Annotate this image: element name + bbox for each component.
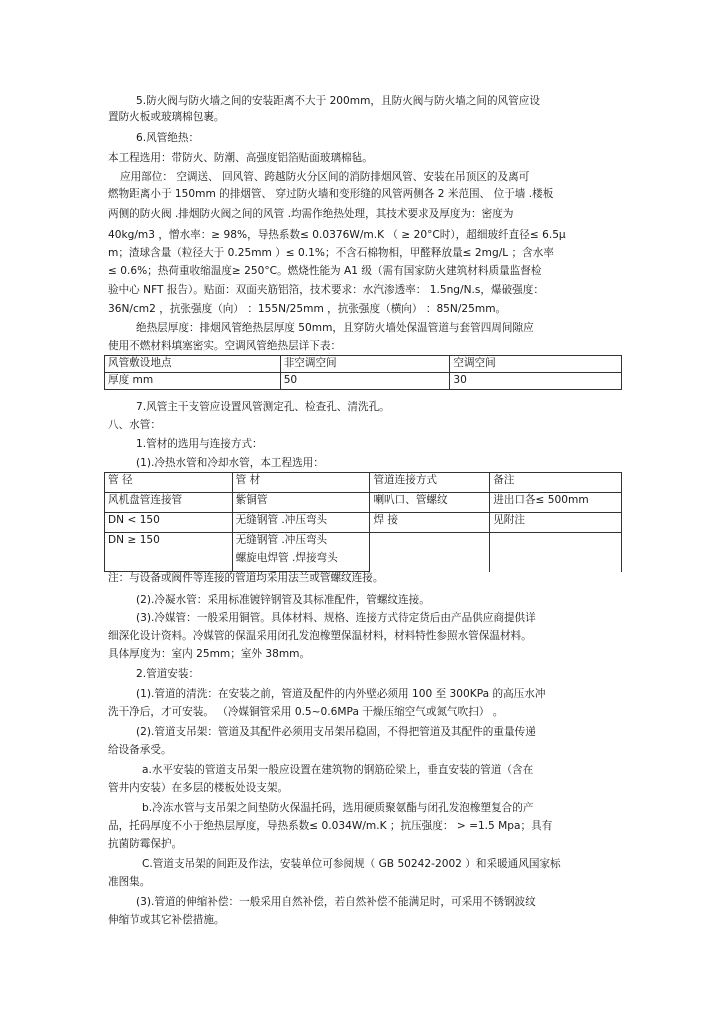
text-line: 燃物距离小于 150mm 的排烟管、 穿过防火墙和变形缝的风管两侧各 2 米范围、 位于墙 .楼板 xyxy=(108,188,554,200)
table-cell xyxy=(370,533,490,572)
pipe-material-table xyxy=(104,472,622,572)
table-cell-stacked xyxy=(232,533,370,572)
text-line: 5.防火阀与防火墙之间的安装距离不大于 200mm，且防火阀与防火墙之间的风管应设 xyxy=(136,95,540,107)
text-line: (1).冷热水管和冷却水管，本工程选用： xyxy=(136,457,324,469)
text-line: 绝热层厚度：排烟风管绝热层厚度 50mm，且穿防火墙处保温管道与套管四周间隙应 xyxy=(136,322,534,334)
table-header-cell: 管 材 xyxy=(232,473,370,493)
text-line: (3).冷媒管：一般采用铜管。具体材料、规格、连接方式待定货后由产品供应商提供详 xyxy=(136,612,536,624)
note-line: 注：与设备或阀件等连接的管道均采用法兰或管螺纹连接。 xyxy=(108,572,384,584)
table-header-row xyxy=(105,356,622,373)
table-cell: 喇叭口、管螺纹 xyxy=(370,493,490,513)
text-line: 本工程选用：带防火、防潮、高强度铝箔贴面玻璃棉毡。 xyxy=(108,152,373,164)
text-line: a.水平安装的管道支吊架一般应设置在建筑物的钢筋砼梁上，垂直安装的管道（含在 xyxy=(142,764,534,776)
table-cell: 见附注 xyxy=(490,513,622,533)
table-header-cell: 备注 xyxy=(490,473,622,493)
table-cell: 30 xyxy=(450,373,622,390)
section-heading: 八、水管： xyxy=(108,419,161,431)
text-line: 置防火板或玻璃棉包裹。 xyxy=(108,111,225,123)
table-cell xyxy=(490,533,622,572)
text-line: m；渣球含量（粒径大于 0.25mm ）≤ 0.1%；不含石棉物相，甲醛释放量≤ 2mg/L ；含水率 xyxy=(108,247,554,259)
text-line: 两侧的防火阀 .排烟防火阀之间的风管 .均需作绝热处理，其技术要求及厚度为：密度为 xyxy=(108,208,514,220)
table-cell-line: 无缝钢管 .冲压弯头 xyxy=(235,534,328,546)
text-line: 管井内安装）在多层的楼板处设支架。 xyxy=(108,782,289,794)
text-line: 使用不燃材料填塞密实。空调风管绝热层详下表： xyxy=(108,340,342,352)
table-cell: 厚度 mm xyxy=(105,373,281,390)
text-line: 7.风管主干支管应设置风管测定孔、检查孔、清洗孔。 xyxy=(136,401,390,413)
text-line: 细深化设计资料。冷媒管的保温采用闭孔发泡橡塑保温材料，材料特性参照水管保温材料。 xyxy=(108,630,532,642)
table-header-row xyxy=(105,473,622,493)
table-cell: 无缝钢管 .冲压弯头 xyxy=(232,513,370,533)
table-row xyxy=(105,533,622,572)
text-line: 40kg/m3 ，憎水率：≥ 98%，导热系数≤ 0.0376W/m.K （ ≥ 20°C时），超细玻纤直径≤ 6.5μ xyxy=(108,229,566,241)
table-header-cell: 非空调空间 xyxy=(280,356,450,373)
table-cell: 风机盘管连接管 xyxy=(105,493,233,513)
text-line: 抗菌防霉保护。 xyxy=(108,838,183,850)
table-row xyxy=(105,493,622,513)
text-line: (2).冷凝水管：采用标准镀锌钢管及其标准配件，管螺纹连接。 xyxy=(136,594,430,606)
text-line: 伸缩节或其它补偿措施。 xyxy=(108,914,225,926)
text-line: ≤ 0.6%；热荷重收缩温度≥ 250°C。燃烧性能为 A1 级（需有国家防火建筑材料质量监督检 xyxy=(108,265,542,277)
duct-insulation-table xyxy=(104,355,622,390)
text-line: b.冷冻水管与支吊架之间垫防火保温托码，选用硬质聚氨酯与闭孔发泡橡塑复合的产 xyxy=(142,802,534,814)
text-line: (2).管道支吊架：管道及其配件必须用支吊架吊稳固，不得把管道及其配件的重量传递 xyxy=(136,726,536,738)
table-header-cell: 管 径 xyxy=(105,473,233,493)
table-row xyxy=(105,373,622,390)
text-line: 品，托码厚度不小于绝热层厚度，导热系数≤ 0.034W/m.K ；抗压强度： > =1.5 Mpa；具有 xyxy=(108,820,553,832)
section-heading: 6.风管绝热： xyxy=(136,132,200,144)
text-line: 36N/cm2 ，抗张强度（向） ：155N/25mm ，抗张强度（横向） ：85N/25mm。 xyxy=(108,303,507,315)
table-header-cell: 空调空间 xyxy=(450,356,622,373)
text-line: 准图集。 xyxy=(108,876,151,888)
table-cell: 进出口各≤ 500mm xyxy=(490,493,622,513)
text-line: C.管道支吊架的间距及作法，安装单位可参阅规（ GB 50242-2002 ）和采暖通风国家标 xyxy=(142,858,561,870)
text-line: 1.管材的选用与连接方式： xyxy=(136,438,263,450)
table-row xyxy=(105,513,622,533)
table-cell: DN < 150 xyxy=(105,513,233,533)
table-header-cell: 管道连接方式 xyxy=(370,473,490,493)
text-line: 洗干净后，才可安装。 （冷媒铜管采用 0.5~0.6MPa 干燥压缩空气或氮气吹扫） 。 xyxy=(108,706,504,718)
text-line: 给设备承受。 xyxy=(108,744,172,756)
section-heading: 2.管道安装： xyxy=(136,668,200,680)
text-line: (3).管道的伸缩补偿：一般采用自然补偿，若自然补偿不能满足时，可采用不锈钢波纹 xyxy=(136,896,536,908)
text-line: (1).管道的清洗：在安装之前，管道及配件的内外壁必须用 100 至 300KPa 的高压水冲 xyxy=(136,688,546,700)
table-cell: DN ≥ 150 xyxy=(105,533,233,572)
text-line: 应用部位： 空调送、 回风管、跨越防火分区间的消防排烟风管、安装在吊顶区的及离可 xyxy=(120,171,530,183)
text-line: 验中心 NFT 报告）。贴面：双面夹筋铝箔，技术要求：水汽渗透率： 1.5ng/N.s，爆破强度： xyxy=(108,284,544,296)
table-cell: 焊 接 xyxy=(370,513,490,533)
table-header-cell: 风管敷设地点 xyxy=(105,356,281,373)
text-line: 具体厚度为：室内 25mm；室外 38mm。 xyxy=(108,648,311,660)
table-cell: 50 xyxy=(280,373,450,390)
table-cell: 紫铜管 xyxy=(232,493,370,513)
table-cell-line: 螺旋电焊管 .焊接弯头 xyxy=(235,552,338,564)
